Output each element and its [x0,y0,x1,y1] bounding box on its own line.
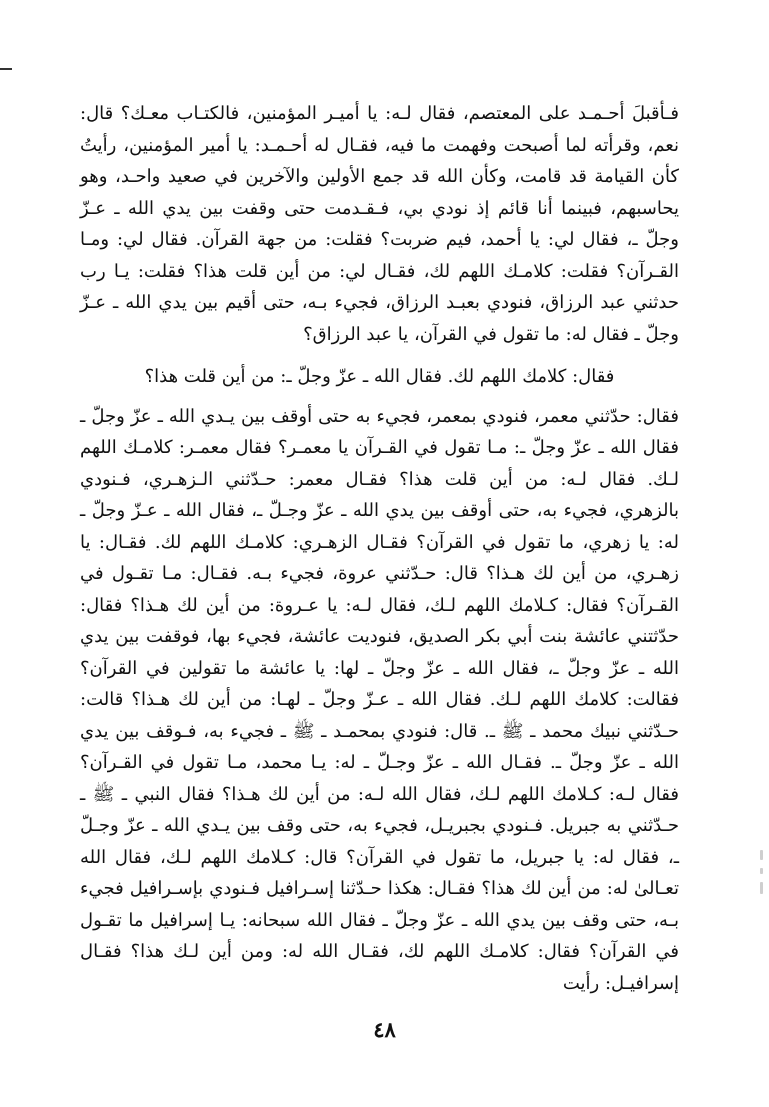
scan-speck [760,868,763,874]
scan-edge-mark [0,68,12,70]
paragraph-chain: فقال: حدّثني معمر، فنودي بمعمر، فجيء به حتى أوقف بين يـدي الله ـ عزّ وجلّ ـ فقال الله ـ عزّ وجلّ ـ: مـا تقول في القـرآن يا معمـر؟ فقال معمـر: كلامـك اللهم لـك. فقال لـه: من أين قلت هذا؟ فقـال معمر: حـدّثني الـزهـري، فـنودي بالزهري، فجيء به، حتى أوقف بين يدي الله ـ عزّ وجـلّ ـ، فقال الله ـ عـزّ وجلّ ـ له: يا زهري، ما تقول في القرآن؟ فقـال الزهـري: كلامـك اللهم لك. فقـال: يا زهـري، من أين لك هـذا؟ قال: حـدّثني عروة، فجيء بـه. فقـال: مـا تقـول في القـرآن؟ فقال: كـلامك اللهم لـك، فقال لـه: يا عـروة: من أين لك هـذا؟ فقال: حدّثتني عائشة بنت أبي بكر الصديق، فنوديت عائشة، فجيء بها، فوقفت بين يدي الله ـ عزّ وجلّ ـ، فقال الله ـ عزّ وجلّ ـ لها: يا عائشة ما تقولين في القرآن؟ فقالت: كلامك اللهم لـك. فقال الله ـ عـزّ وجلّ ـ لهـا: من أين لك هـذا؟ قالت: حـدّثني نبيك محمد ـ ﷺ ـ. قال: فنودي بمحمـد ـ ﷺ ـ فجيء به، فـوقف بين يدي الله ـ عزّ وجلّ ـ. فقـال الله ـ عزّ وجـلّ ـ له: يـا محمد، مـا تقول في القـرآن؟ فقال لـه: كـلامك اللهم لـك، فقال الله لـه: من أين لك هـذا؟ فقال النبي ـ ﷺ ـ حـدّثني به جبريل. فـنودي بجبريـل، فجيء به، حتى وقف بين يـدي الله ـ عزّ وجـلّ ـ، فقال له: يا جبريل، ما تقول في القرآن؟ قال: كـلامك اللهم لـك، فقال الله تعـالىٰ له: من أين لك هذا؟ فقـال: هكذا حـدّثنا إسـرافيل فـنودي بإسـرافيل فجيء بـه، حتى وقف بين يدي الله ـ عزّ وجلّ ـ فقال الله سبحانه: يـا إسرافيل ما تقـول في القرآن؟ فقال: كلامـك اللهم لك، فقـال الله له: ومن أين لـك هذا؟ فقـال إسرافيـل: رأيت [80,405,679,994]
page-body-text [80,98,679,999]
page-number: ٤٨ [373,1017,396,1042]
scan-speck [760,882,763,894]
paragraph-centered-quote: فقال: كلامك اللهم لك. فقال الله ـ عزّ وجلّ ـ: من أين قلت هذا؟ [144,366,615,387]
scan-speck [760,850,763,860]
paragraph-intro: فـأقبلَ أحـمـد على المعتصم، فقال لـه: يا أميـر المؤمنين، فالكتـاب معـك؟ قال: نعم، وقرأته لما أصبحت وفهمت ما فيه، فقـال له أحـمـد: يا أمير المؤمنين، رأيتُ كأن القيامة قد قامت، وكأن الله قد جمع الأولين والآخرين في صعيد واحـد، وهو يحاسبهم، فبينما أنا قائم إذ نودي بي، فـقـدمت حتى وقفت بين يدي الله ـ عـزّ وجلّ ـ، فقال لي: يا أحمد، فيم ضربت؟ فقلت: من جهة القرآن. فقال لي: ومـا القـرآن؟ فقلت: كلامـك اللهم لك، فقـال لي: من أين قلت هذا؟ فقلت: يـا رب حدثني عبد الرزاق، فنودي بعبـد الرزاق، فجيء بـه، حتى أقيم بين يدي الله ـ عـزّ وجلّ ـ فقال له: ما تقول في القرآن، يا عبد الرزاق؟ [80,103,679,345]
